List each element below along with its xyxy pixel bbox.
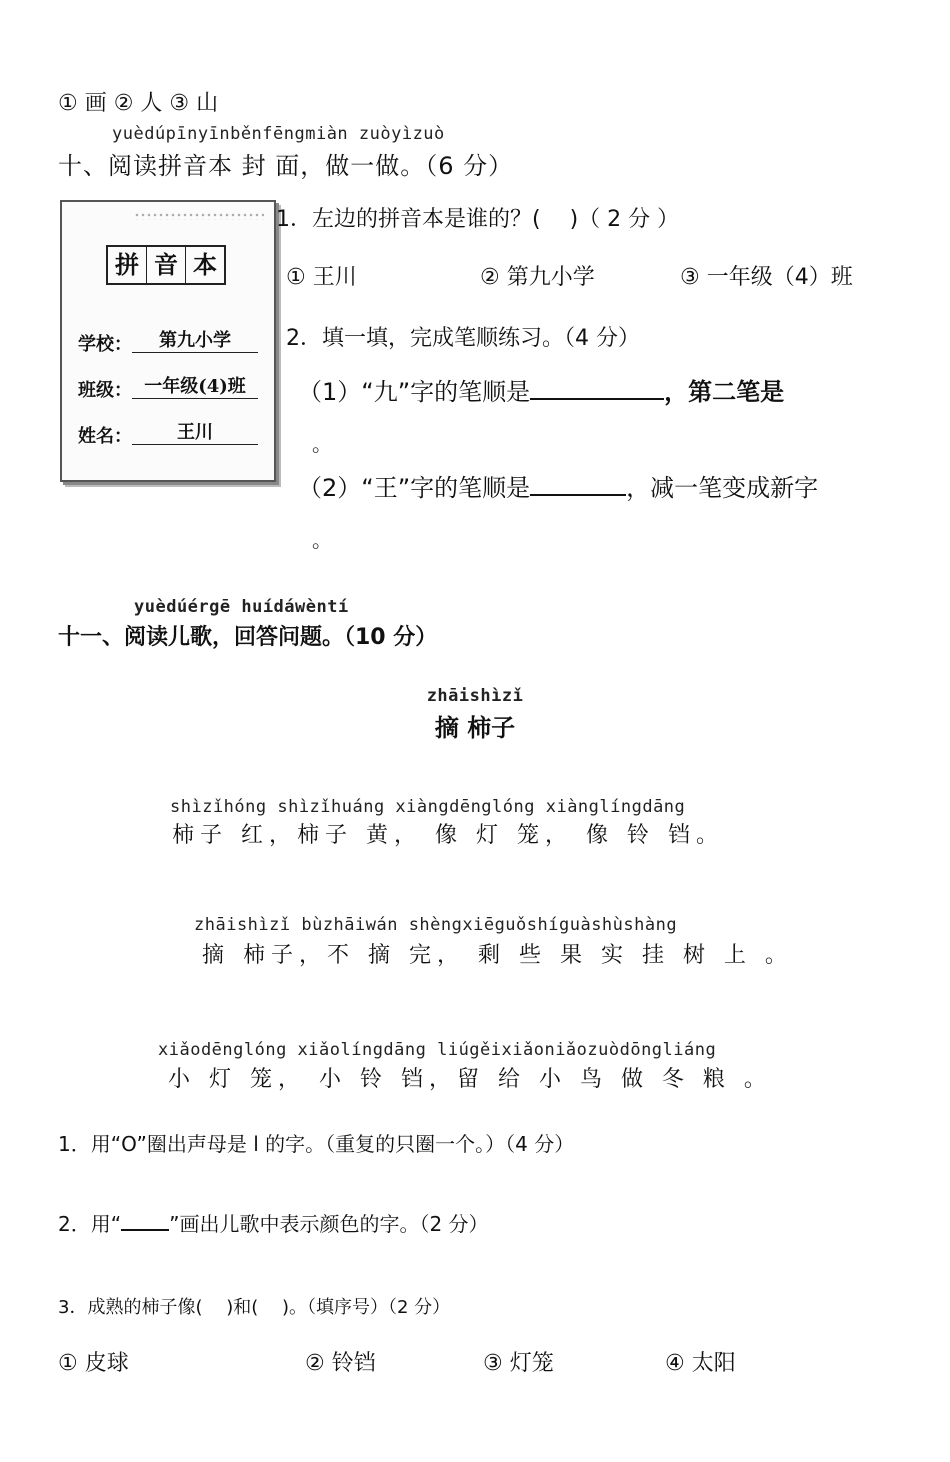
section10-title: 十、阅读拼音本 封 面，做一做。（6 分） bbox=[58, 152, 514, 180]
q2-2-period: 。 bbox=[312, 528, 332, 552]
option-2: ② 第九小学 bbox=[480, 265, 595, 290]
answer-option: ③ 灯笼 bbox=[483, 1351, 554, 1376]
notebook-title-char: 本 bbox=[193, 251, 217, 279]
question-10-2-1 bbox=[298, 372, 784, 407]
answer-option: ① 皮球 bbox=[58, 1351, 129, 1376]
underline-sample bbox=[121, 1211, 169, 1231]
question-10-1: 1．左边的拼音本是谁的？( )（ 2 分 ） bbox=[276, 207, 680, 232]
q2-2-suffix: ，减一笔变成新字 bbox=[626, 474, 819, 502]
section10-pinyin: yuèdúpīnyīnběnfēngmiàn zuòyìzuò bbox=[112, 124, 445, 144]
notebook-dots bbox=[134, 212, 264, 220]
class-value: 一年级(4)班 bbox=[132, 372, 258, 399]
q11-2-suffix: ”画出儿歌中表示颜色的字。（2 分） bbox=[169, 1212, 489, 1236]
q11-2-prefix: 2．用“ bbox=[58, 1212, 122, 1236]
q2-2-prefix: （2）“王”字的笔顺是 bbox=[298, 474, 531, 502]
q2-1-period: 。 bbox=[312, 432, 332, 456]
name-value: 王川 bbox=[132, 418, 258, 445]
school-value: 第九小学 bbox=[132, 326, 258, 353]
notebook-title-box bbox=[106, 245, 226, 285]
section11-title: 十一、阅读儿歌，回答问题。（10 分） bbox=[58, 625, 438, 650]
notebook-title-char: 音 bbox=[147, 247, 186, 283]
pinyin-notebook-cover bbox=[60, 200, 276, 482]
question-11-1: 1．用“O”圈出声母是 l 的字。（重复的只圈一个。）（4 分） bbox=[58, 1132, 575, 1156]
option-1: ① 王川 bbox=[286, 265, 357, 290]
answer-blank[interactable] bbox=[530, 376, 664, 400]
section11-pinyin: yuèdúérgē huídáwèntí bbox=[134, 597, 349, 617]
poem-line: 小 灯 笼， 小 铃 铛，留 给 小 鸟 做 冬 粮 。 bbox=[168, 1067, 772, 1092]
class-label: 班级： bbox=[78, 380, 132, 401]
option-3: ③ 一年级（4）班 bbox=[680, 265, 853, 290]
poem-line: 摘 柿子，不 摘 完， 剩 些 果 实 挂 树 上 。 bbox=[202, 943, 793, 968]
poem-title-pinyin: zhāishìzǐ bbox=[426, 686, 524, 706]
question-11-3: 3．成熟的柿子像( )和( )。（填序号）（2 分） bbox=[58, 1297, 451, 1318]
poem-line-pinyin: shìzǐhóng shìzǐhuáng xiàngdēnglóng xiànglíngdāng bbox=[170, 797, 686, 817]
school-label: 学校： bbox=[78, 334, 132, 355]
question-10-2: 2．填一填，完成笔顺练习。（4 分） bbox=[286, 326, 640, 351]
poem-line-pinyin: zhāishìzǐ bùzhāiwán shèngxiēguǒshíguàshùshàng bbox=[194, 915, 678, 935]
poem-line: 柿子 红，柿子 黄， 像 灯 笼， 像 铃 铛。 bbox=[172, 823, 724, 848]
poem-title: 摘 柿子 bbox=[434, 714, 516, 742]
previous-question-options: ① 画 ② 人 ③ 山 bbox=[58, 91, 219, 116]
question-11-2 bbox=[58, 1208, 489, 1237]
question-10-2-2 bbox=[298, 468, 818, 503]
name-label: 姓名： bbox=[78, 426, 132, 447]
answer-option: ② 铃铛 bbox=[305, 1351, 376, 1376]
answer-blank[interactable] bbox=[530, 472, 626, 496]
q2-1-suffix: ，第二笔是 bbox=[664, 378, 785, 406]
notebook-title-char: 拼 bbox=[108, 247, 147, 283]
answer-option: ④ 太阳 bbox=[665, 1351, 736, 1376]
poem-line-pinyin: xiǎodēnglóng xiǎolíngdāng liúgěixiǎoniǎozuòdōngliáng bbox=[158, 1040, 717, 1060]
q2-1-prefix: （1）“九”字的笔顺是 bbox=[298, 378, 531, 406]
